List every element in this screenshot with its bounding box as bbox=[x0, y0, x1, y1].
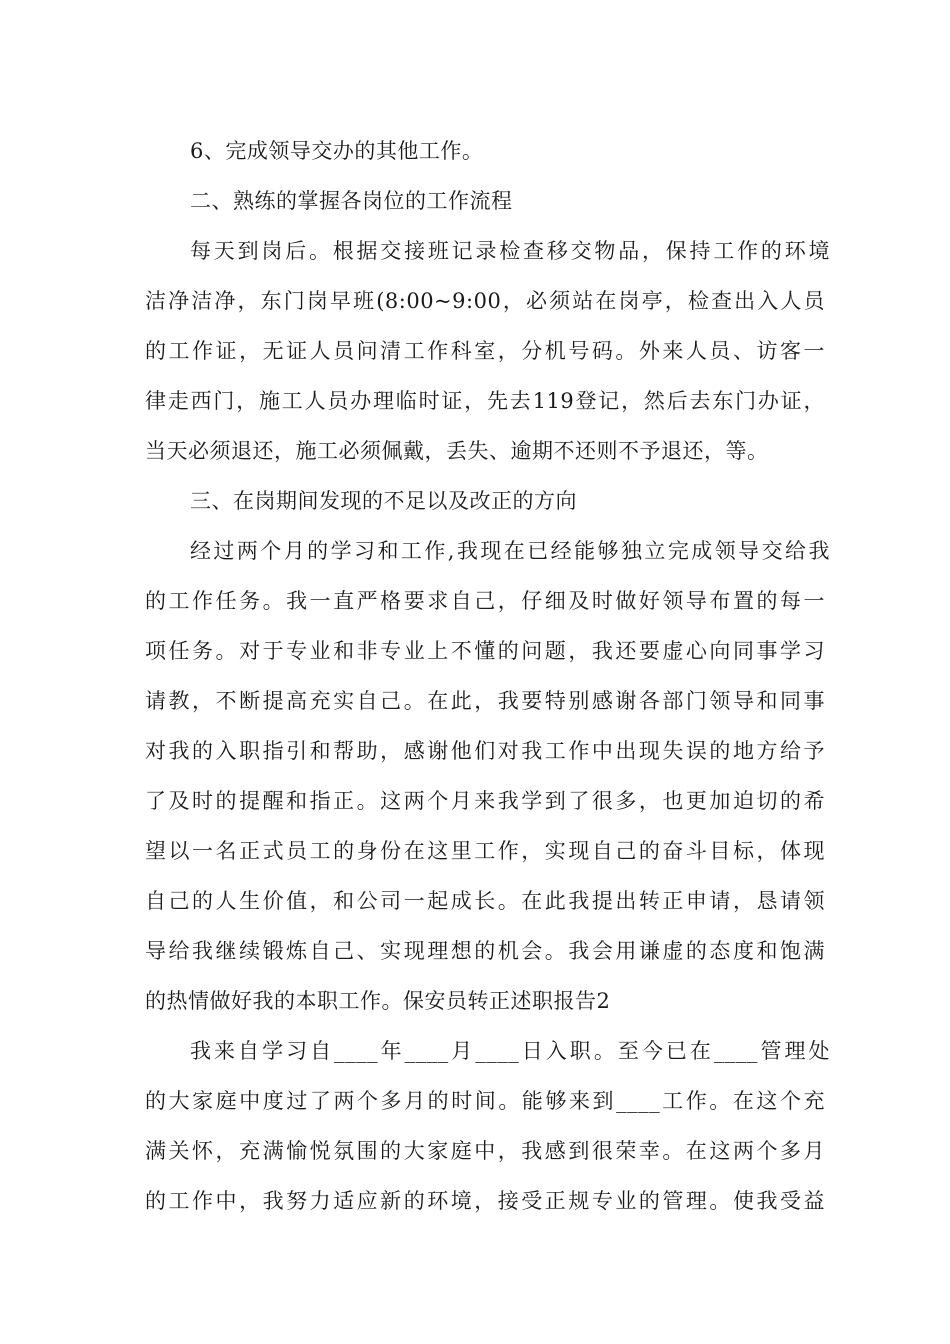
paragraph-line: 的工作证，无证人员问清工作科室，分机号码。外来人员、访客一 bbox=[145, 339, 825, 363]
paragraph-line: 满关怀，充满愉悦氛围的大家庭中，我感到很荣幸。在这两个多月 bbox=[145, 1139, 825, 1163]
paragraph-line: 导给我继续锻炼自己、实现理想的机会。我会用谦虚的态度和饱满 bbox=[145, 939, 825, 963]
section-heading-2: 二、熟练的掌握各岗位的工作流程 bbox=[190, 189, 513, 213]
paragraph-line: 的工作任务。我一直严格要求自己，仔细及时做好领导布置的每一 bbox=[145, 589, 825, 613]
paragraph-line: 律走西门，施工人员办理临时证，先去119登记，然后去东门办证， bbox=[145, 389, 825, 413]
section-heading-3: 三、在岗期间发现的不足以及改正的方向 bbox=[190, 489, 577, 513]
paragraph-line: 每天到岗后。根据交接班记录检查移交物品，保持工作的环境 bbox=[190, 239, 830, 263]
paragraph-line: 的热情做好我的本职工作。保安员转正述职报告2 bbox=[145, 989, 611, 1013]
paragraph-line: 的大家庭中度过了两个多月的时间。能够来到____工作。在这个充 bbox=[145, 1089, 825, 1113]
paragraph-line: 洁净洁净，东门岗早班(8:00~9:00，必须站在岗亭，检查出入人员 bbox=[145, 289, 825, 313]
paragraph-line: 当天必须退还，施工必须佩戴，丢失、逾期不还则不予退还，等。 bbox=[145, 439, 769, 463]
paragraph-line: 对我的入职指引和帮助，感谢他们对我工作中出现失误的地方给予 bbox=[145, 739, 825, 763]
paragraph-line: 项任务。对于专业和非专业上不懂的问题，我还要虚心向同事学习 bbox=[145, 639, 825, 663]
paragraph-line: 望以一名正式员工的身份在这里工作，实现自己的奋斗目标，体现 bbox=[145, 839, 825, 863]
paragraph-line: 自己的人生价值，和公司一起成长。在此我提出转正申请，恳请领 bbox=[145, 889, 825, 913]
paragraph-line: 我来自学习自____年____月____日入职。至今已在____管理处 bbox=[190, 1039, 830, 1063]
paragraph-line: 了及时的提醒和指正。这两个月来我学到了很多，也更加迫切的希 bbox=[145, 789, 825, 813]
paragraph-line: 的工作中，我努力适应新的环境，接受正规专业的管理。使我受益 bbox=[145, 1189, 825, 1213]
text-line-task-6: 6、完成领导交办的其他工作。 bbox=[190, 139, 484, 163]
paragraph-line: 经过两个月的学习和工作,我现在已经能够独立完成领导交给我 bbox=[190, 539, 830, 563]
paragraph-line: 请教，不断提高充实自己。在此，我要特别感谢各部门领导和同事 bbox=[145, 689, 825, 713]
